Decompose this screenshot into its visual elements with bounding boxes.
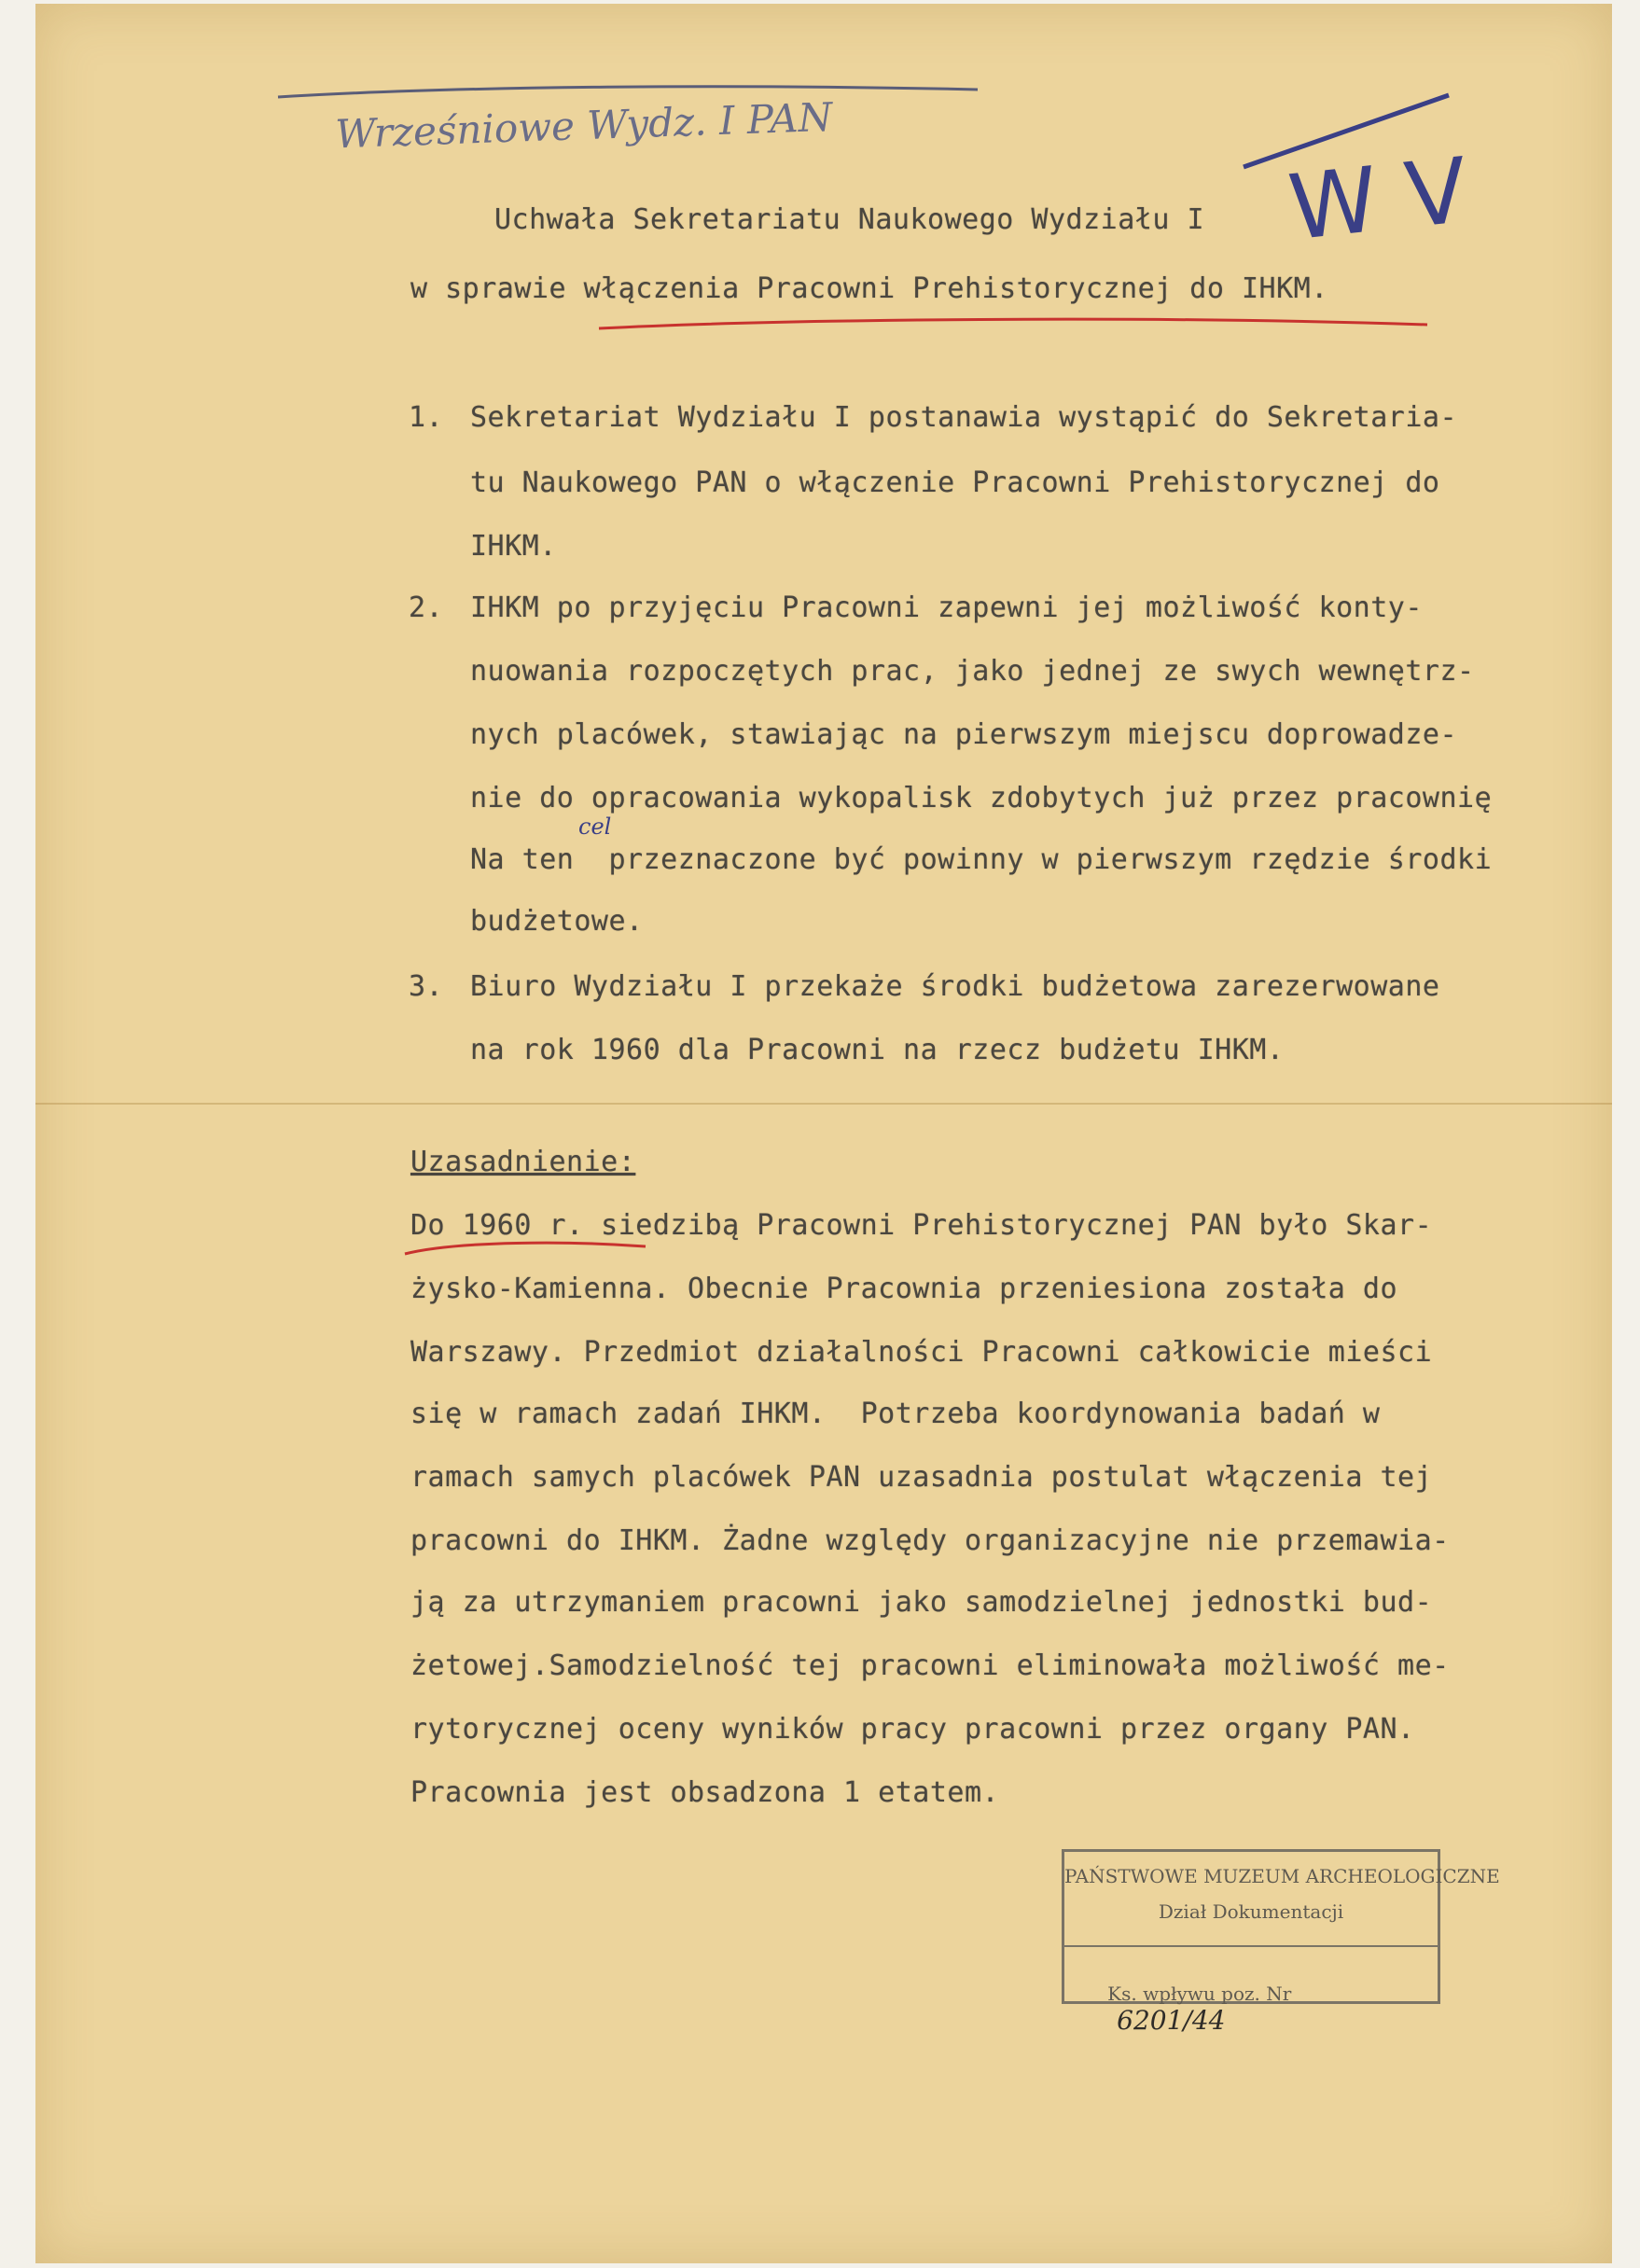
item-3-line-2: na rok 1960 dla Pracowni na rzecz budżetu IHKM. (470, 1034, 1285, 1066)
corner-mark-slash (1239, 88, 1453, 172)
item-2-line-6: budżetowe. (470, 905, 644, 938)
justification-line-4: się w ramach zadań IHKM. Potrzeba koordynowania badań w (410, 1398, 1381, 1430)
item-2-line-4: nie do opracowania wykopalisk zdobytych już przez pracownię (470, 782, 1493, 814)
stamp-divider (1064, 1945, 1438, 1947)
header-scribble-text: Wrześniowe Wydz. I PAN (334, 93, 834, 158)
item-2-line-2: nuowania rozpoczętych prac, jako jednej ze swych wewnętrz- (470, 655, 1475, 688)
title-red-underline (595, 310, 1435, 338)
justification-line-1: Do 1960 r. siedzibą Pracowni Prehistorycznej PAN było Skar- (410, 1209, 1433, 1242)
stamp-line-1: PAŃSTWOWE MUZEUM ARCHEOLOGICZNE (1064, 1865, 1500, 1887)
justification-line-2: żysko-Kamienna. Obecnie Pracownia przeniesiona została do (410, 1273, 1398, 1305)
corner-mark-text: W V (1284, 137, 1473, 261)
justification-line-6: pracowni do IHKM. Żadne względy organizacyjne nie przemawia- (410, 1524, 1450, 1557)
item-2-line-1: IHKM po przyjęciu Pracowni zapewni jej możliwość konty- (470, 591, 1423, 624)
title-line-2: w sprawie włączenia Pracowni Prehistorycznej do IHKM. (410, 272, 1328, 305)
registration-stamp (1062, 1849, 1500, 2036)
stamp-entry-number: 6201/44 (1117, 2005, 1226, 2036)
item-2-line-3: nych placówek, stawiając na pierwszym miejscu doprowadze- (470, 718, 1458, 751)
item-1-number: 1. (409, 401, 444, 434)
stamp-entry (1064, 1960, 1438, 2058)
document-page (35, 4, 1612, 2263)
item-3-number: 3. (409, 970, 444, 1003)
stamp-line-2: Dział Dokumentacji (1158, 1900, 1344, 1923)
justification-line-7: ją za utrzymaniem pracowni jako samodzielnej jednostki bud- (410, 1586, 1433, 1619)
paper-fold-line (35, 1103, 1612, 1105)
item-1-line-3: IHKM. (470, 530, 557, 563)
justification-line-9: rytorycznej oceny wyników pracy pracowni przez organy PAN. (410, 1713, 1415, 1746)
item-2-number: 2. (409, 591, 444, 624)
title-line-1: Uchwała Sekretariatu Naukowego Wydziału I (494, 203, 1205, 236)
item-3-line-1: Biuro Wydziału I przekaże środki budżetowa zarezerwowane (470, 970, 1440, 1003)
justification-red-underline (401, 1233, 653, 1261)
justification-line-5: ramach samych placówek PAN uzasadnia postulat włączenia tej (410, 1461, 1433, 1494)
justification-heading: Uzasadnienie: (410, 1146, 636, 1178)
strike-through-line (273, 77, 982, 104)
stamp-entry-label: Ks. wpływu poz. Nr (1107, 1983, 1292, 2005)
justification-line-8: żetowej.Samodzielność tej pracowni eliminowała możliwość me- (410, 1649, 1450, 1682)
justification-line-3: Warszawy. Przedmiot działalności Pracowni całkowicie mieści (410, 1336, 1433, 1369)
header-scribble (284, 49, 835, 204)
item-1-line-2: tu Naukowego PAN o włączenie Pracowni Prehistorycznej do (470, 466, 1440, 499)
justification-line-10: Pracownia jest obsadzona 1 etatem. (410, 1776, 1000, 1809)
handwritten-insert-cel: cel (578, 814, 612, 840)
item-2-line-5: Na ten przeznaczone być powinny w pierwszym rzędzie środki (470, 843, 1493, 876)
item-1-line-1: Sekretariat Wydziału I postanawia wystąpić do Sekretaria- (470, 401, 1458, 434)
